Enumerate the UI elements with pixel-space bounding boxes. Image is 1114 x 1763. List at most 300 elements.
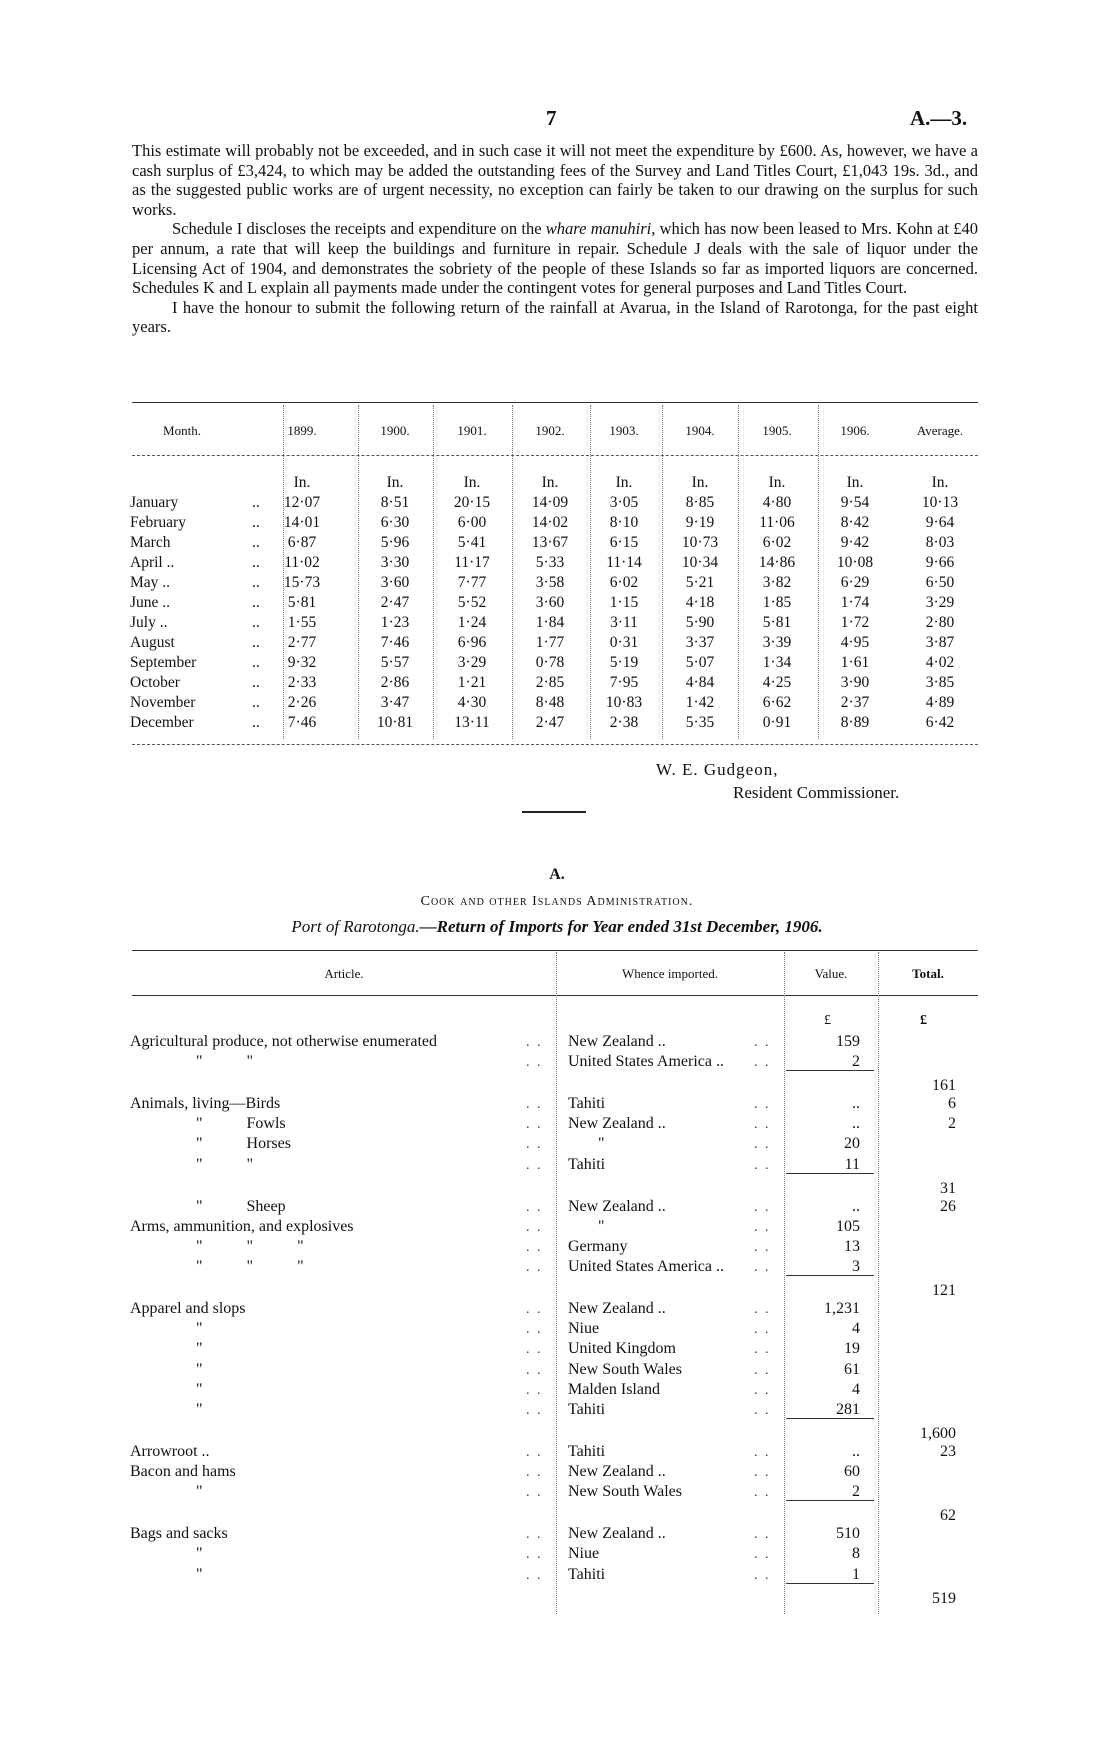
imports-leader-dots: . . (754, 1342, 771, 1357)
rainfall-value: 2·38 (609, 714, 639, 731)
rainfall-header-5: 1903. (609, 423, 639, 438)
rainfall-value: 8·03 (925, 534, 955, 551)
imports-subtotal-rule (786, 1418, 874, 1419)
imports-value-unit: £ (824, 1013, 831, 1028)
imports-value: 13 (844, 1238, 860, 1255)
imports-leader-dots: . . (526, 1302, 543, 1317)
imports-header-whence: Whence imported. (621, 966, 718, 981)
imports-article: " (196, 1545, 203, 1562)
imports-article: Bacon and hams (130, 1463, 236, 1480)
paragraph-1: This estimate will probably not be exceeded, and in such case it will not meet the expenditure by £600. As, however, we have a cash surplus of £3,424, to which may be added the outstanding fees of the Survey and Land Titles Court, £1,043 19s. 3d., and as the suggested public works are of urgent necessity, no exception can fairly be taken to our drawing on the surplus for such works. (132, 141, 978, 219)
rainfall-value: 3·60 (535, 594, 565, 611)
rainfall-value: 1·77 (535, 634, 565, 651)
rainfall-value: 3·29 (925, 594, 955, 611)
rainfall-month: August (130, 634, 175, 651)
rainfall-value: 11·14 (606, 554, 642, 571)
imports-whence: Tahiti (568, 1156, 606, 1173)
rainfall-value: 3·85 (925, 674, 955, 691)
rainfall-month-dots: .. (252, 574, 260, 591)
document-reference: A.—3. (910, 106, 968, 130)
rainfall-unit: In. (386, 474, 404, 491)
imports-separator-article (556, 952, 557, 1614)
imports-leader-dots: . . (526, 1035, 543, 1050)
imports-whence: " (598, 1218, 605, 1235)
imports-leader-dots: . . (526, 1117, 543, 1132)
rainfall-value: 12·07 (283, 494, 321, 511)
rainfall-value: 9·19 (685, 514, 715, 531)
rainfall-value: 1·34 (762, 654, 792, 671)
rainfall-month: April .. (130, 554, 175, 571)
rainfall-value: 1·24 (457, 614, 487, 631)
rainfall-month-dots: .. (252, 694, 260, 711)
paragraph-2-end: , which has now been leased to Mrs. Kohn at £40 per annum, a rate that will keep the buildings and furniture in repair. Schedule J deals with the sale of liquor under the Licensing Act of 1904, and demonstrates the sobriety of the people of these Islands so far as imported liquors are concerned. Schedules K and L explain all payments made under the contingent votes for general purposes and Land Titles Court. (132, 219, 978, 298)
rainfall-value: 1·42 (685, 694, 715, 711)
rainfall-value: 1·15 (609, 594, 639, 611)
rainfall-value: 6·96 (457, 634, 487, 651)
imports-value: 159 (836, 1033, 860, 1050)
imports-total: 6 (948, 1095, 956, 1112)
imports-leader-dots: . . (754, 1383, 771, 1398)
rainfall-header-9: Average. (916, 423, 964, 438)
page-number: 7 (546, 106, 557, 130)
imports-total: 31 (940, 1180, 956, 1197)
imports-total: 23 (940, 1443, 956, 1460)
imports-total: 121 (932, 1282, 956, 1299)
rainfall-value: 4·25 (762, 674, 792, 691)
imports-header-value: Value. (814, 966, 848, 981)
rainfall-value: 5·41 (457, 534, 487, 551)
rainfall-value: 6·00 (457, 514, 487, 531)
paragraph-2-italic: whare manuhiri (545, 219, 652, 239)
rainfall-value: 3·11 (610, 614, 638, 631)
rainfall-month: June .. (130, 594, 171, 611)
rainfall-month-dots: .. (252, 654, 260, 671)
rainfall-value: 9·42 (840, 534, 870, 551)
rainfall-value: 5·52 (457, 594, 487, 611)
imports-article: Bags and sacks (130, 1525, 228, 1542)
rainfall-value: 1·84 (535, 614, 565, 631)
imports-leader-dots: . . (526, 1445, 543, 1460)
rainfall-value: 8·48 (535, 694, 565, 711)
rainfall-value: 8·89 (840, 714, 870, 731)
imports-leader-dots: . . (754, 1547, 771, 1562)
rainfall-value: 5·57 (380, 654, 410, 671)
rainfall-value: 5·81 (287, 594, 317, 611)
imports-article: " (196, 1401, 203, 1418)
imports-article: " " (196, 1053, 254, 1070)
imports-subtotal-rule (786, 1275, 874, 1276)
rainfall-header-6: 1904. (685, 423, 715, 438)
imports-article: Animals, living—Birds (130, 1095, 281, 1112)
paragraph-3: I have the honour to submit the following return of the rainfall at Avarua, in the Island of Rarotonga, for the past eight years. (132, 297, 978, 337)
rainfall-value: 8·42 (840, 514, 870, 531)
rainfall-value: 14·01 (283, 514, 321, 531)
rainfall-header-3: 1901. (457, 423, 487, 438)
imports-header-article: Article. (324, 966, 364, 981)
imports-leader-dots: . . (526, 1220, 543, 1235)
paragraph-2-start: Schedule I discloses the receipts and expenditure on the (172, 219, 546, 239)
rainfall-value: 7·77 (457, 574, 487, 591)
imports-value: 2 (852, 1053, 860, 1070)
rainfall-value: 11·02 (284, 554, 320, 571)
imports-value: 4 (852, 1381, 860, 1398)
imports-value: 281 (836, 1401, 860, 1418)
imports-leader-dots: . . (526, 1240, 543, 1255)
rainfall-value: 3·90 (840, 674, 870, 691)
rainfall-month: February (130, 514, 186, 531)
rainfall-value: 3·05 (609, 494, 639, 511)
imports-article: " (196, 1566, 203, 1583)
imports-subtotal-rule (786, 1500, 874, 1501)
imports-whence: Malden Island (568, 1381, 660, 1398)
imports-leader-dots: . . (526, 1547, 543, 1562)
rainfall-value: 10·34 (681, 554, 719, 571)
imports-leader-dots: . . (526, 1568, 543, 1583)
imports-article: Agricultural produce, not otherwise enumerated (130, 1033, 437, 1050)
rainfall-value: 5·90 (685, 614, 715, 631)
rainfall-value: 7·46 (287, 714, 317, 731)
imports-article: " " (196, 1156, 254, 1173)
imports-whence: New South Wales (568, 1483, 682, 1500)
imports-whence: New Zealand .. (568, 1198, 666, 1215)
imports-leader-dots: . . (526, 1260, 543, 1275)
rainfall-month: July .. (130, 614, 168, 631)
imports-value: .. (852, 1095, 860, 1112)
rainfall-value: 14·02 (531, 514, 569, 531)
rainfall-month-dots: .. (252, 594, 260, 611)
rainfall-value: 5·07 (685, 654, 715, 671)
imports-whence: New Zealand .. (568, 1033, 666, 1050)
rainfall-value: 1·85 (762, 594, 792, 611)
rainfall-value: 13·11 (454, 714, 490, 731)
rainfall-value: 6·15 (609, 534, 639, 551)
imports-leader-dots: . . (754, 1117, 771, 1132)
rainfall-value: 10·08 (836, 554, 874, 571)
rainfall-value: 11·17 (454, 554, 490, 571)
rainfall-value: 4·84 (685, 674, 715, 691)
rainfall-value: 2·86 (380, 674, 410, 691)
imports-article: Arms, ammunition, and explosives (130, 1218, 354, 1235)
imports-total: 1,600 (920, 1425, 956, 1442)
imports-leader-dots: . . (526, 1097, 543, 1112)
imports-leader-dots: . . (754, 1363, 771, 1378)
rainfall-value: 9·32 (287, 654, 317, 671)
imports-value: 19 (844, 1340, 860, 1357)
imports-whence: Tahiti (568, 1443, 606, 1460)
rainfall-month: October (130, 674, 180, 691)
imports-whence: Niue (568, 1320, 600, 1337)
imports-leader-dots: . . (754, 1240, 771, 1255)
rainfall-value: 4·95 (840, 634, 870, 651)
imports-header-total: Total. (912, 966, 944, 981)
imports-value: 20 (844, 1135, 860, 1152)
rainfall-value: 1·61 (840, 654, 870, 671)
rainfall-value: 5·33 (535, 554, 565, 571)
subheading-place: Port of Rarotonga. (291, 917, 420, 936)
rainfall-month-dots: .. (252, 634, 260, 651)
imports-leader-dots: . . (526, 1527, 543, 1542)
rainfall-value: 5·35 (685, 714, 715, 731)
imports-whence: New Zealand .. (568, 1525, 666, 1542)
rainfall-value: 9·64 (925, 514, 955, 531)
imports-value: 8 (852, 1545, 860, 1562)
imports-article: " Fowls (196, 1115, 286, 1132)
imports-value: 510 (836, 1525, 860, 1542)
imports-total: 26 (940, 1198, 956, 1215)
rainfall-value: 6·50 (925, 574, 955, 591)
imports-header-rule (132, 995, 978, 996)
rainfall-value: 1·72 (840, 614, 870, 631)
imports-leader-dots: . . (526, 1363, 543, 1378)
imports-leader-dots: . . (526, 1137, 543, 1152)
imports-leader-dots: . . (526, 1055, 543, 1070)
imports-whence: " (598, 1135, 605, 1152)
imports-article: " (196, 1340, 203, 1357)
imports-leader-dots: . . (754, 1200, 771, 1215)
imports-whence: Tahiti (568, 1401, 606, 1418)
imports-top-rule (132, 950, 978, 951)
imports-leader-dots: . . (754, 1485, 771, 1500)
rainfall-month: September (130, 654, 197, 671)
signature-title: Resident Commissioner. (733, 783, 900, 802)
rainfall-value: 20·15 (453, 494, 491, 511)
rainfall-header-4: 1902. (535, 423, 565, 438)
imports-value: 3 (852, 1258, 860, 1275)
imports-leader-dots: . . (754, 1137, 771, 1152)
imports-value: .. (852, 1115, 860, 1132)
rainfall-value: 2·80 (925, 614, 955, 631)
rainfall-value: 0·31 (609, 634, 639, 651)
rainfall-value: 1·74 (840, 594, 870, 611)
rainfall-month-dots: .. (252, 674, 260, 691)
rainfall-header-2: 1900. (380, 423, 410, 438)
rainfall-value: 1·55 (287, 614, 317, 631)
rainfall-value: 7·46 (380, 634, 410, 651)
subheading-rest: —Return of Imports for Year ended 31st December, 1906. (419, 917, 823, 936)
rainfall-unit: In. (293, 474, 311, 491)
rainfall-value: 3·60 (380, 574, 410, 591)
rainfall-month-dots: .. (252, 554, 260, 571)
imports-subtotal-rule (786, 1173, 874, 1174)
imports-whence: Germany (568, 1238, 628, 1255)
imports-leader-dots: . . (526, 1403, 543, 1418)
rainfall-month: March (130, 534, 171, 551)
imports-value: 105 (836, 1218, 860, 1235)
rainfall-value: 6·30 (380, 514, 410, 531)
imports-article: " " " (196, 1258, 304, 1275)
imports-article: " (196, 1381, 203, 1398)
rainfall-value: 3·39 (762, 634, 792, 651)
rainfall-value: 3·58 (535, 574, 565, 591)
rainfall-unit: In. (463, 474, 481, 491)
rainfall-value: 2·77 (287, 634, 317, 651)
rainfall-value: 4·80 (762, 494, 792, 511)
imports-leader-dots: . . (526, 1383, 543, 1398)
imports-leader-dots: . . (754, 1035, 771, 1050)
imports-value: .. (852, 1198, 860, 1215)
rainfall-month-dots: .. (252, 714, 260, 731)
imports-value: 61 (844, 1361, 860, 1378)
imports-value: 2 (852, 1483, 860, 1500)
schedule-heading: Cook and other Islands Administration. (420, 894, 694, 909)
rainfall-month: December (130, 714, 194, 731)
imports-total: 2 (948, 1115, 956, 1132)
rainfall-value: 6·02 (762, 534, 792, 551)
imports-article: " Sheep (196, 1198, 286, 1215)
imports-leader-dots: . . (754, 1158, 771, 1173)
imports-leader-dots: . . (754, 1302, 771, 1317)
rainfall-value: 0·78 (535, 654, 565, 671)
rainfall-value: 10·73 (681, 534, 719, 551)
imports-whence: Niue (568, 1545, 600, 1562)
rainfall-value: 6·87 (287, 534, 317, 551)
rainfall-value: 4·18 (685, 594, 715, 611)
imports-value: 1,231 (824, 1300, 860, 1317)
imports-leader-dots: . . (754, 1055, 771, 1070)
rainfall-value: 1·21 (457, 674, 487, 691)
imports-value: .. (852, 1443, 860, 1460)
rainfall-month: May .. (130, 574, 171, 591)
imports-leader-dots: . . (526, 1485, 543, 1500)
imports-leader-dots: . . (754, 1220, 771, 1235)
imports-leader-dots: . . (754, 1097, 771, 1112)
imports-leader-dots: . . (754, 1465, 771, 1480)
rainfall-value: 5·19 (609, 654, 639, 671)
rainfall-value: 13·67 (531, 534, 569, 551)
rainfall-value: 8·85 (685, 494, 715, 511)
rainfall-unit: In. (768, 474, 786, 491)
rainfall-value: 10·81 (376, 714, 414, 731)
imports-total: 519 (932, 1590, 956, 1607)
imports-leader-dots: . . (754, 1403, 771, 1418)
imports-article: " " " (196, 1238, 304, 1255)
imports-subtotal-rule (786, 1583, 874, 1584)
rainfall-month-dots: .. (252, 614, 260, 631)
imports-leader-dots: . . (526, 1200, 543, 1215)
rainfall-unit: In. (846, 474, 864, 491)
imports-whence: New South Wales (568, 1361, 682, 1378)
imports-leader-dots: . . (754, 1527, 771, 1542)
rainfall-value: 1·23 (380, 614, 410, 631)
rainfall-header-8: 1906. (840, 423, 870, 438)
imports-article: Apparel and slops (130, 1300, 246, 1317)
rainfall-value: 5·21 (685, 574, 715, 591)
rainfall-value: 4·89 (925, 694, 955, 711)
rainfall-unit: In. (541, 474, 559, 491)
rainfall-value: 6·42 (925, 714, 955, 731)
rainfall-value: 0·91 (762, 714, 792, 731)
rainfall-value: 9·66 (925, 554, 955, 571)
imports-article: " (196, 1483, 203, 1500)
rainfall-value: 10·83 (605, 694, 643, 711)
imports-leader-dots: . . (754, 1322, 771, 1337)
rainfall-value: 3·30 (380, 554, 410, 571)
rainfall-value: 3·82 (762, 574, 792, 591)
rainfall-value: 6·62 (762, 694, 792, 711)
rainfall-value: 3·47 (380, 694, 410, 711)
imports-whence: Tahiti (568, 1095, 606, 1112)
imports-value: 11 (844, 1156, 860, 1173)
imports-value: 60 (844, 1463, 860, 1480)
imports-total: 161 (932, 1077, 956, 1094)
rainfall-value: 3·29 (457, 654, 487, 671)
imports-whence: New Zealand .. (568, 1300, 666, 1317)
imports-whence: New Zealand .. (568, 1115, 666, 1132)
imports-article: " (196, 1361, 203, 1378)
rainfall-value: 11·06 (759, 514, 795, 531)
rainfall-value: 2·26 (287, 694, 317, 711)
rainfall-value: 4·30 (457, 694, 487, 711)
rainfall-value: 6·29 (840, 574, 870, 591)
rainfall-value: 5·81 (762, 614, 792, 631)
imports-leader-dots: . . (526, 1465, 543, 1480)
rainfall-value: 9·54 (840, 494, 870, 511)
rainfall-value: 3·37 (685, 634, 715, 651)
rainfall-value: 2·47 (535, 714, 565, 731)
rainfall-value: 14·09 (531, 494, 569, 511)
imports-whence: United States America .. (568, 1258, 724, 1275)
signature-name: W. E. Gudgeon, (656, 760, 779, 779)
rainfall-value: 4·02 (925, 654, 955, 671)
rainfall-value: 3·87 (925, 634, 955, 651)
imports-leader-dots: . . (754, 1568, 771, 1583)
rainfall-value: 7·95 (609, 674, 639, 691)
imports-subtotal-rule (786, 1070, 874, 1071)
rainfall-value: 5·96 (380, 534, 410, 551)
imports-value: 1 (852, 1566, 860, 1583)
rainfall-value: 8·10 (609, 514, 639, 531)
rainfall-value: 2·47 (380, 594, 410, 611)
imports-whence: Tahiti (568, 1566, 606, 1583)
rainfall-month: January (130, 494, 179, 511)
imports-article: " Horses (196, 1135, 291, 1152)
rainfall-value: 10·13 (921, 494, 959, 511)
rainfall-unit: In. (931, 474, 949, 491)
rainfall-value: 14·86 (758, 554, 796, 571)
rainfall-month-dots: .. (252, 514, 260, 531)
imports-whence: New Zealand .. (568, 1463, 666, 1480)
imports-value: 4 (852, 1320, 860, 1337)
rainfall-value: 15·73 (283, 574, 321, 591)
imports-leader-dots: . . (526, 1342, 543, 1357)
rainfall-header-0: Month. (163, 423, 201, 438)
imports-whence: United States America .. (568, 1053, 724, 1070)
rainfall-month-dots: .. (252, 534, 260, 551)
rainfall-unit: In. (691, 474, 709, 491)
imports-article: Arrowroot .. (130, 1443, 210, 1460)
imports-total-unit: £ (920, 1013, 927, 1028)
imports-whence: United Kingdom (568, 1340, 676, 1357)
rainfall-unit: In. (615, 474, 633, 491)
rainfall-month: November (130, 694, 196, 711)
imports-separator-whence (784, 952, 785, 1614)
rainfall-header-7: 1905. (762, 423, 792, 438)
rainfall-value: 2·33 (287, 674, 317, 691)
rainfall-value: 2·85 (535, 674, 565, 691)
imports-leader-dots: . . (754, 1260, 771, 1275)
rainfall-month-dots: .. (252, 494, 260, 511)
imports-leader-dots: . . (526, 1158, 543, 1173)
rainfall-value: 6·02 (609, 574, 639, 591)
imports-article: " (196, 1320, 203, 1337)
rainfall-header-1: 1899. (287, 423, 317, 438)
imports-leader-dots: . . (754, 1445, 771, 1460)
rainfall-value: 8·51 (380, 494, 410, 511)
imports-total: 62 (940, 1507, 956, 1524)
imports-leader-dots: . . (526, 1322, 543, 1337)
rainfall-value: 2·37 (840, 694, 870, 711)
schedule-letter: A. (549, 866, 565, 883)
